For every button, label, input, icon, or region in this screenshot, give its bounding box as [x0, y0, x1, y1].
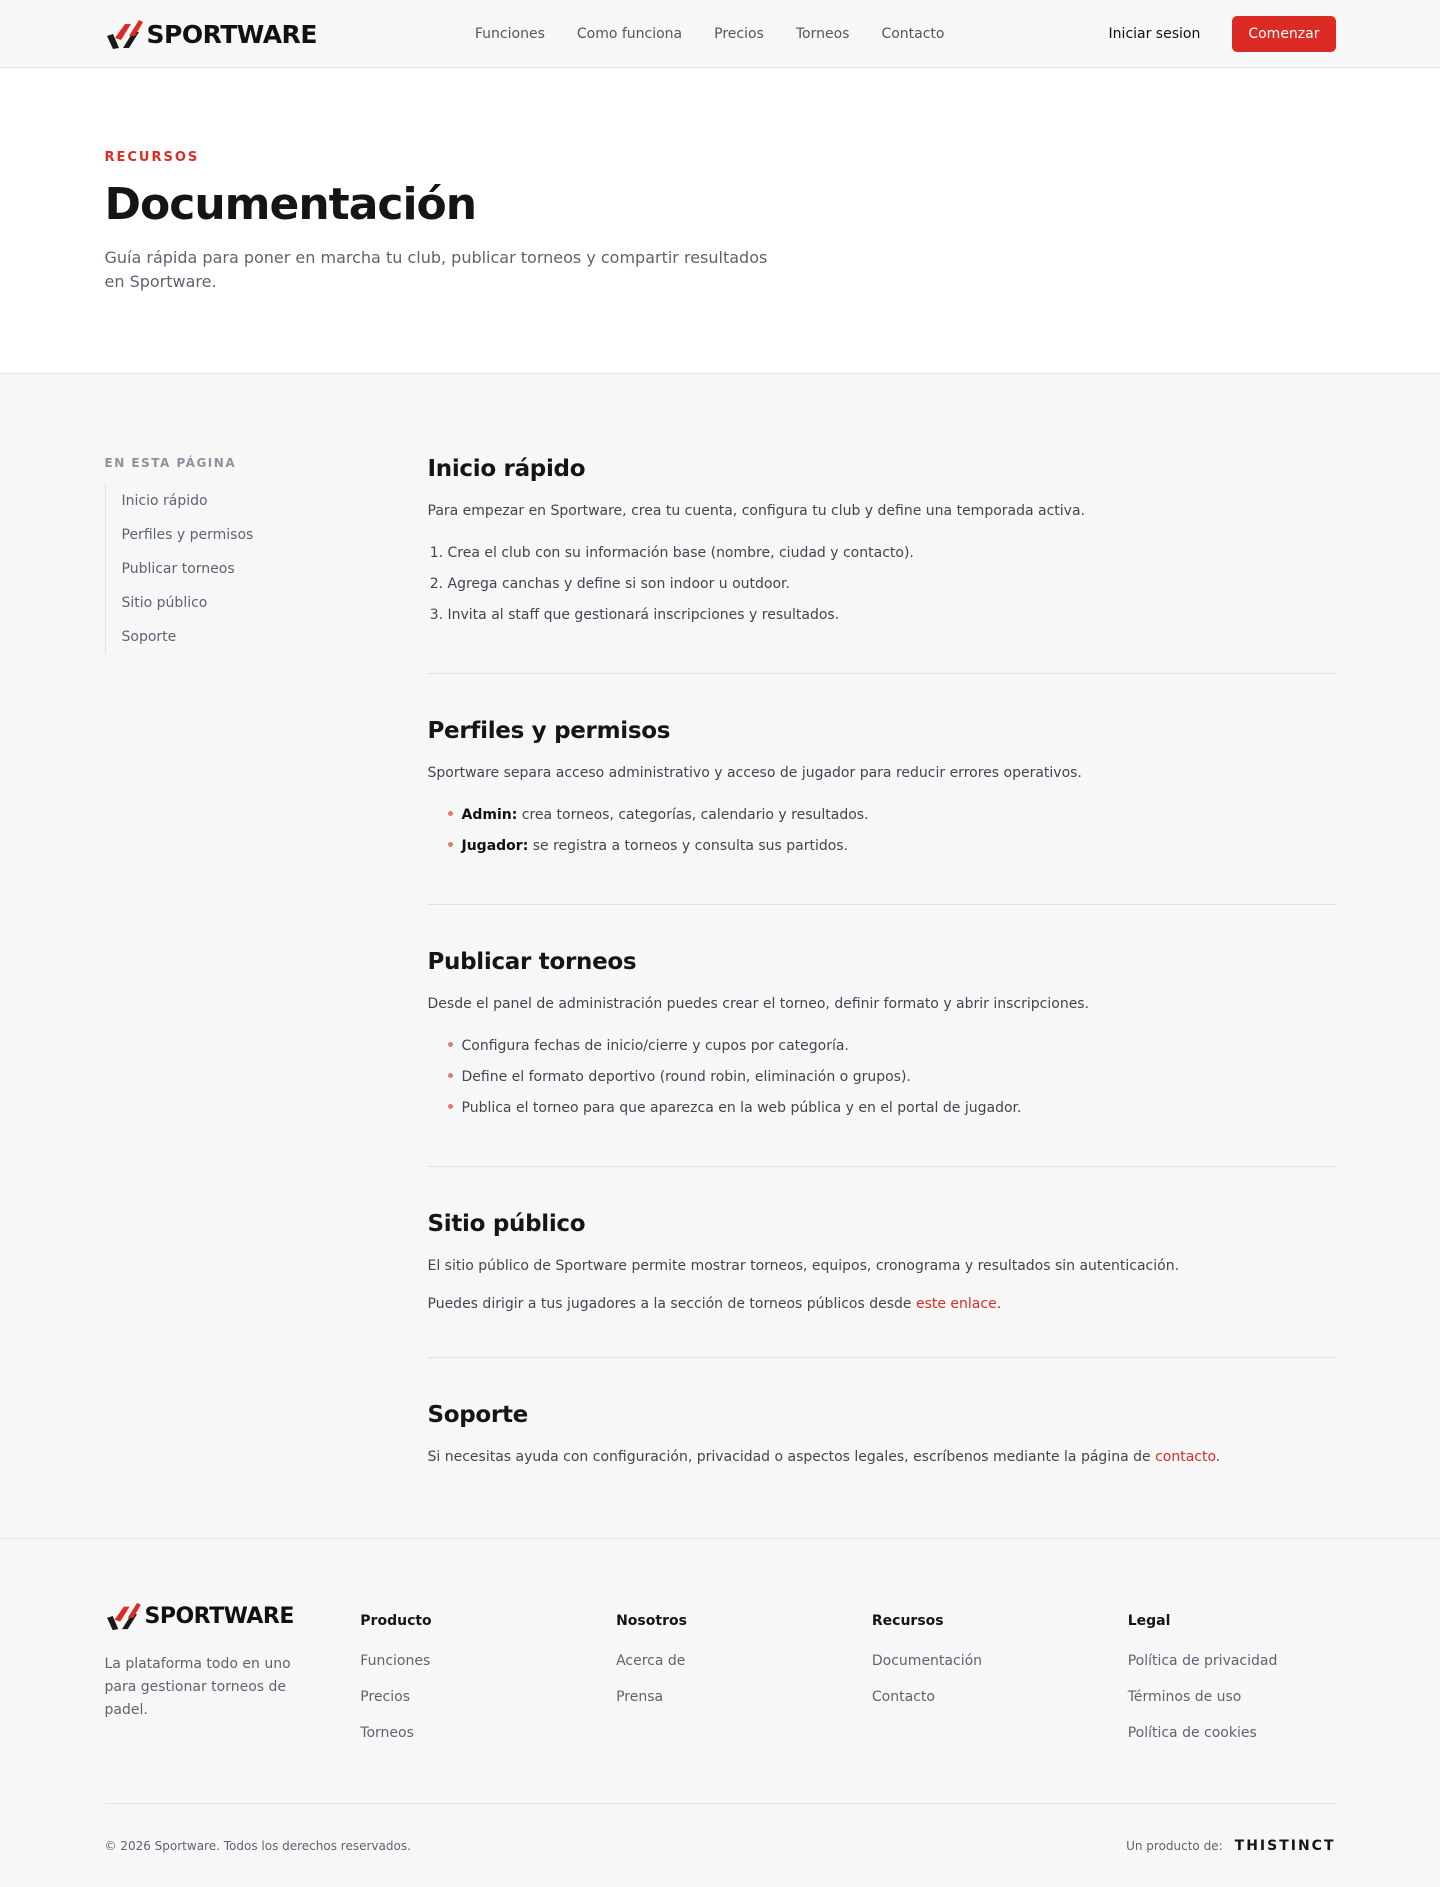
role-description: crea torneos, categorías, calendario y resultados.: [517, 807, 869, 823]
section-title: Sitio público: [427, 1211, 586, 1237]
section-title: Inicio rápido: [427, 456, 586, 482]
text-prefix: Si necesitas ayuda con configuración, privacidad o aspectos legales, escríbenos mediante la página de: [427, 1449, 1156, 1465]
get-started-button[interactable]: Comenzar: [1232, 16, 1335, 52]
brand-logo[interactable]: [105, 18, 317, 50]
toc-title: EN ESTA PÁGINA: [104, 456, 237, 470]
thistinct-logo[interactable]: THISTINCT: [1234, 1837, 1336, 1854]
footer-link-precios[interactable]: Precios: [360, 1689, 411, 1705]
role-description: se registra a torneos y consulta sus partidos.: [528, 838, 849, 854]
nav-link-precios[interactable]: Precios: [714, 26, 764, 42]
copyright: © 2026 Sportware. Todos los derechos reservados.: [104, 1838, 411, 1853]
footer-column-legal: [1128, 1601, 1336, 1751]
footer-grid: [105, 1601, 1336, 1751]
publish-list: [428, 1031, 1336, 1124]
text-suffix: .: [1215, 1449, 1221, 1465]
footer-tagline: La plataforma todo en uno para gestionar torneos de padel.: [104, 1656, 291, 1718]
section-title: Soporte: [427, 1402, 528, 1428]
steps-list: [428, 538, 1336, 631]
list-item: 2. Agrega canchas y define si son indoor u outdoor.: [448, 569, 1336, 600]
brand-name: SPORTWARE: [144, 1603, 294, 1629]
nav-link-como-funciona[interactable]: Como funciona: [576, 26, 683, 42]
list-item: 1. Crea el club con su información base (nombre, ciudad y contacto).: [448, 538, 1336, 569]
footer-link-acerca-de[interactable]: Acerca de: [616, 1653, 686, 1669]
role-label: Admin:: [461, 807, 518, 823]
footer-column-title: Recursos: [871, 1613, 944, 1629]
section-inicio-rapido: [428, 456, 1336, 674]
footer-bottom: [105, 1803, 1336, 1887]
section-perfiles-permisos: [428, 718, 1336, 905]
product-by: [1126, 1838, 1335, 1854]
footer-brand: [105, 1601, 361, 1751]
footer-link-contacto[interactable]: Contacto: [871, 1689, 935, 1705]
product-by-label: Un producto de:: [1126, 1838, 1223, 1853]
text-prefix: Puedes dirigir a tus jugadores a la sección de torneos públicos desde: [427, 1296, 916, 1312]
role-label: Jugador:: [461, 838, 529, 854]
table-of-contents: [105, 452, 428, 1468]
page-subtitle: Guía rápida para poner en marcha tu club, publicar torneos y compartir resultados en Sportware.: [104, 248, 768, 291]
footer-link-documentacion[interactable]: Documentación: [871, 1653, 983, 1669]
footer-link-cookies[interactable]: Política de cookies: [1127, 1725, 1257, 1741]
list-item: Publica el torneo para que aparezca en la web pública y en el portal de jugador.: [448, 1093, 1336, 1124]
toc-item-inicio-rapido[interactable]: Inicio rápido: [121, 493, 208, 509]
section-sitio-publico: [428, 1211, 1336, 1358]
section-paragraph: [428, 1293, 1336, 1315]
text-suffix: .: [996, 1296, 1002, 1312]
toc-list: [105, 484, 428, 654]
toc-item-soporte[interactable]: Soporte: [121, 629, 177, 645]
list-item: [448, 800, 1336, 831]
section-paragraph: El sitio público de Sportware permite mostrar torneos, equipos, cronograma y resultados sin autenticación.: [427, 1258, 1180, 1274]
list-item: Define el formato deportivo (round robin, eliminación o grupos).: [448, 1062, 1336, 1093]
list-item: [448, 831, 1336, 862]
docs-sections: [428, 452, 1336, 1468]
footer-link-privacidad[interactable]: Política de privacidad: [1127, 1653, 1278, 1669]
section-title: Perfiles y permisos: [427, 718, 671, 744]
footer-link-torneos[interactable]: Torneos: [360, 1725, 414, 1741]
page-hero: [0, 68, 1440, 374]
sportware-logo-icon: [105, 18, 143, 50]
footer-column-title: Nosotros: [616, 1613, 687, 1629]
page-title: Documentación: [104, 179, 477, 230]
nav-link-funciones[interactable]: Funciones: [474, 26, 545, 42]
login-link[interactable]: Iniciar sesion: [1108, 26, 1201, 42]
section-intro: Desde el panel de administración puedes crear el torneo, definir formato y abrir inscripciones.: [427, 996, 1090, 1012]
footer-column-producto: [360, 1601, 616, 1751]
docs-content: [0, 374, 1440, 1538]
footer-link-terminos[interactable]: Términos de uso: [1127, 1689, 1242, 1705]
section-intro: Sportware separa acceso administrativo y acceso de jugador para reducir errores operativos.: [427, 765, 1082, 781]
contact-link[interactable]: contacto: [1155, 1449, 1216, 1465]
toc-item-sitio-publico[interactable]: Sitio público: [121, 595, 208, 611]
section-intro: Para empezar en Sportware, crea tu cuenta, configura tu club y define una temporada activa.: [427, 503, 1085, 519]
footer-column-title: Legal: [1127, 1613, 1171, 1629]
section-paragraph: [428, 1446, 1336, 1468]
main-nav: [475, 26, 945, 42]
brand-name: SPORTWARE: [146, 19, 317, 49]
section-publicar-torneos: [428, 949, 1336, 1167]
hero-eyebrow: RECURSOS: [104, 150, 200, 165]
roles-list: [428, 800, 1336, 862]
list-item: Configura fechas de inicio/cierre y cupos por categoría.: [448, 1031, 1336, 1062]
nav-actions: [1109, 16, 1336, 52]
footer-column-recursos: [872, 1601, 1128, 1751]
sportware-logo-icon: [105, 1601, 141, 1631]
nav-link-torneos[interactable]: Torneos: [795, 26, 850, 42]
toc-item-publicar-torneos[interactable]: Publicar torneos: [121, 561, 235, 577]
toc-item-perfiles[interactable]: Perfiles y permisos: [121, 527, 254, 543]
footer-column-title: Producto: [360, 1613, 432, 1629]
footer-column-nosotros: [616, 1601, 872, 1751]
list-item: 3. Invita al staff que gestionará inscripciones y resultados.: [448, 600, 1336, 631]
nav-link-contacto[interactable]: Contacto: [881, 26, 945, 42]
section-soporte: [428, 1402, 1336, 1468]
section-title: Publicar torneos: [427, 949, 637, 975]
footer-logo[interactable]: [105, 1601, 361, 1631]
footer-link-funciones[interactable]: Funciones: [360, 1653, 431, 1669]
top-navbar: [0, 0, 1440, 68]
public-tournaments-link[interactable]: este enlace: [915, 1296, 997, 1312]
footer-link-prensa[interactable]: Prensa: [616, 1689, 664, 1705]
site-footer: [0, 1538, 1440, 1887]
